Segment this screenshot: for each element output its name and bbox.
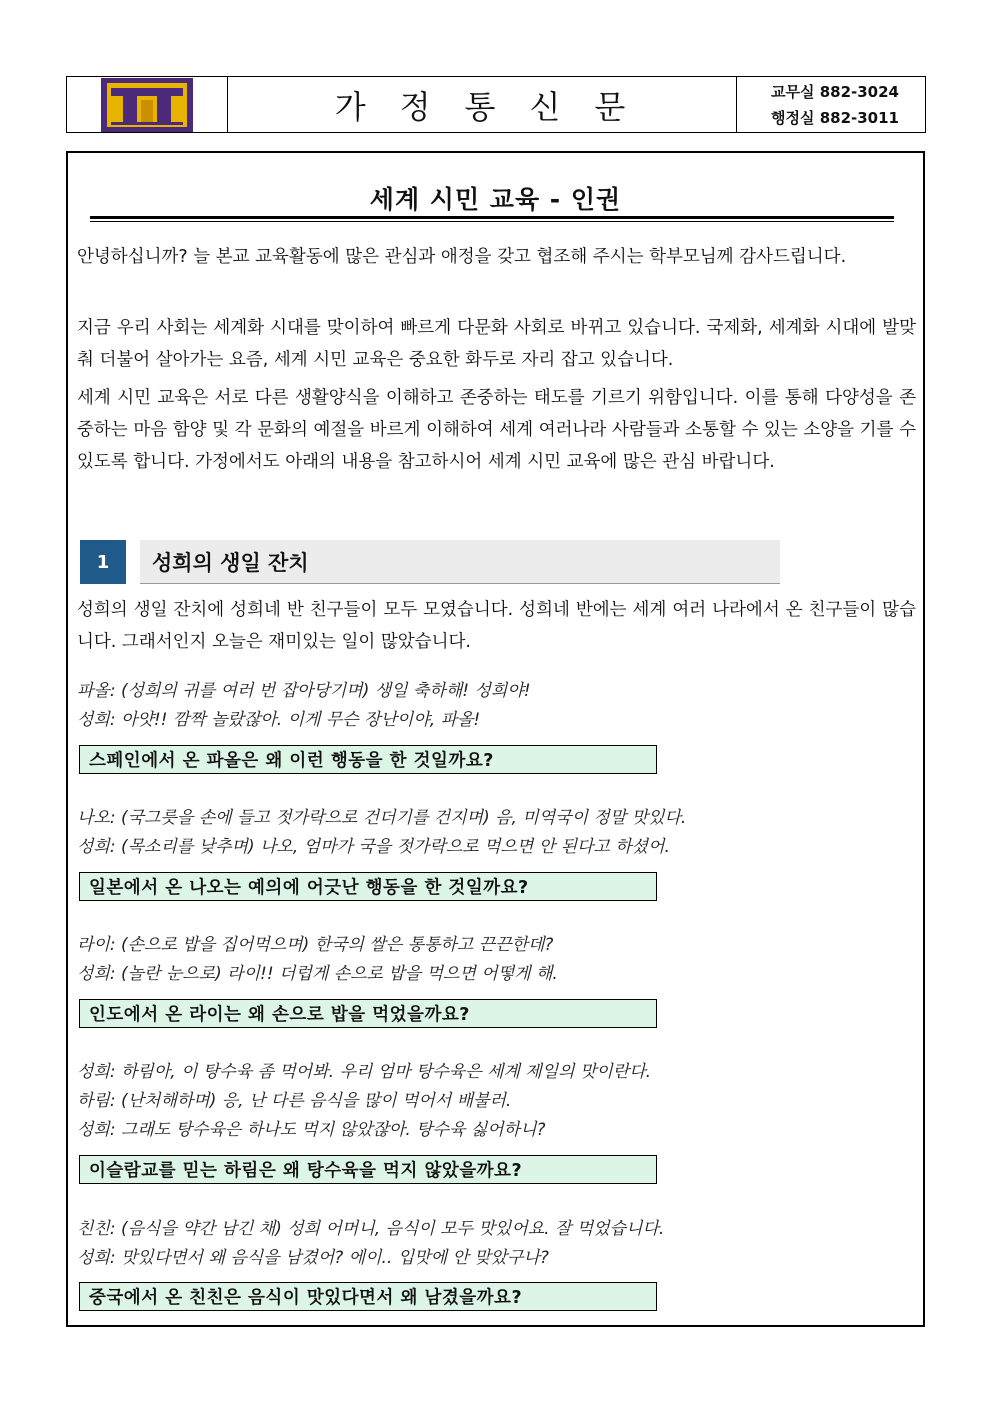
title-underline-thin — [90, 221, 894, 222]
dialog-line: 나오: (국그릇을 손에 들고 젓가락으로 건더기를 건지며) 음, 미역국이 정말 맛있다. — [77, 808, 687, 828]
dialog-line: 성희: 그래도 탕수육은 하나도 먹지 않았잖아. 탕수육 싫어하니? — [77, 1120, 546, 1140]
dialog-line: 성희: 하림아, 이 탕수육 좀 먹어봐. 우리 엄마 탕수육은 세계 제일의 맛이란다. — [77, 1062, 652, 1082]
contact-info — [737, 77, 925, 132]
section-intro: 성희의 생일 잔치에 성희네 반 친구들이 모두 모였습니다. 성희네 반에는 세계 여러 나라에서 온 친구들이 많습니다. 그래서인지 오늘은 재미있는 일이 많았습니다. — [77, 600, 916, 652]
phone-line-academic: 교무실 882-3024 — [771, 82, 899, 101]
question-box: 이슬람교를 믿는 하림은 왜 탕수육을 먹지 않았을까요? — [79, 1155, 657, 1184]
dialog-line: 친친: (음식을 약간 남긴 채) 성희 어머니, 음식이 모두 맛있어요. 잘 먹었습니다. — [77, 1219, 665, 1239]
dialog-line: 성희: (놀란 눈으로) 라이!! 더럽게 손으로 밥을 먹으면 어떻게 해. — [77, 964, 558, 984]
intro-paragraph-2: 지금 우리 사회는 세계화 시대를 맞이하여 빠르게 다문화 사회로 바뀌고 있습니다. 국제화, 세계화 시대에 발맞춰 더불어 살아가는 요즘, 세계 시민 교육은 중요한 화두로 자리 잡고 있습니다. — [77, 318, 916, 370]
question-box: 일본에서 온 나오는 예의에 어긋난 행동을 한 것일까요? — [79, 872, 657, 901]
dialog-line: 파올: (성희의 귀를 여러 번 잡아당기며) 생일 축하해! 성희야! — [77, 681, 531, 701]
section-heading — [80, 540, 780, 584]
section-title: 성희의 생일 잔치 — [140, 540, 780, 584]
header-table — [66, 76, 926, 133]
dialog-line: 성희: 맛있다면서 왜 음식을 남겼어? 에이.. 입맛에 안 맞았구나? — [77, 1248, 549, 1268]
dialog-line: 하림: (난처해하며) 응, 난 다른 음식을 많이 먹어서 배불러. — [77, 1091, 512, 1111]
question-box: 중국에서 온 친친은 음식이 맛있다면서 왜 남겼을까요? — [79, 1282, 657, 1311]
title-underline — [90, 216, 894, 219]
content-box — [66, 151, 925, 1327]
section-number: 1 — [80, 540, 126, 584]
question-box: 스페인에서 온 파올은 왜 이런 행동을 한 것일까요? — [79, 745, 657, 774]
intro-paragraph-1: 안녕하십니까? 늘 본교 교육활동에 많은 관심과 애정을 갖고 협조해 주시는 학부모님께 감사드립니다. — [77, 247, 847, 267]
dialog-line: 라이: (손으로 밥을 집어먹으며) 한국의 쌀은 통통하고 끈끈한데? — [77, 935, 554, 955]
intro-paragraph-3: 세계 시민 교육은 서로 다른 생활양식을 이해하고 존중하는 태도를 기르기 위함입니다. 이를 통해 다양성을 존중하는 마음 함양 및 각 문화의 예절을 바르게 이해하여 세계 여러나라 사람들과 소통할 수 있는 소양을 기를 수 있도록 합니다. 가정에서도 아래의 내용을 참고하시어 세계 시민 교육에 많은 관심 바랍니다. — [77, 388, 916, 472]
school-logo-icon — [101, 78, 193, 132]
newsletter-title: 가정통신문 — [228, 77, 737, 132]
dialog-line: 성희: (목소리를 낮추며) 나오, 엄마가 국을 젓가락으로 먹으면 안 된다고 하셨어. — [77, 837, 670, 857]
dialog-line: 성희: 아얏!! 깜짝 놀랐잖아. 이게 무슨 장난이야, 파올! — [77, 710, 481, 730]
document-title: 세계 시민 교육 - 인권 — [369, 185, 622, 214]
question-box: 인도에서 온 라이는 왜 손으로 밥을 먹었을까요? — [79, 999, 657, 1028]
phone-line-admin: 행정실 882-3011 — [771, 108, 899, 127]
school-logo-cell — [67, 77, 228, 132]
